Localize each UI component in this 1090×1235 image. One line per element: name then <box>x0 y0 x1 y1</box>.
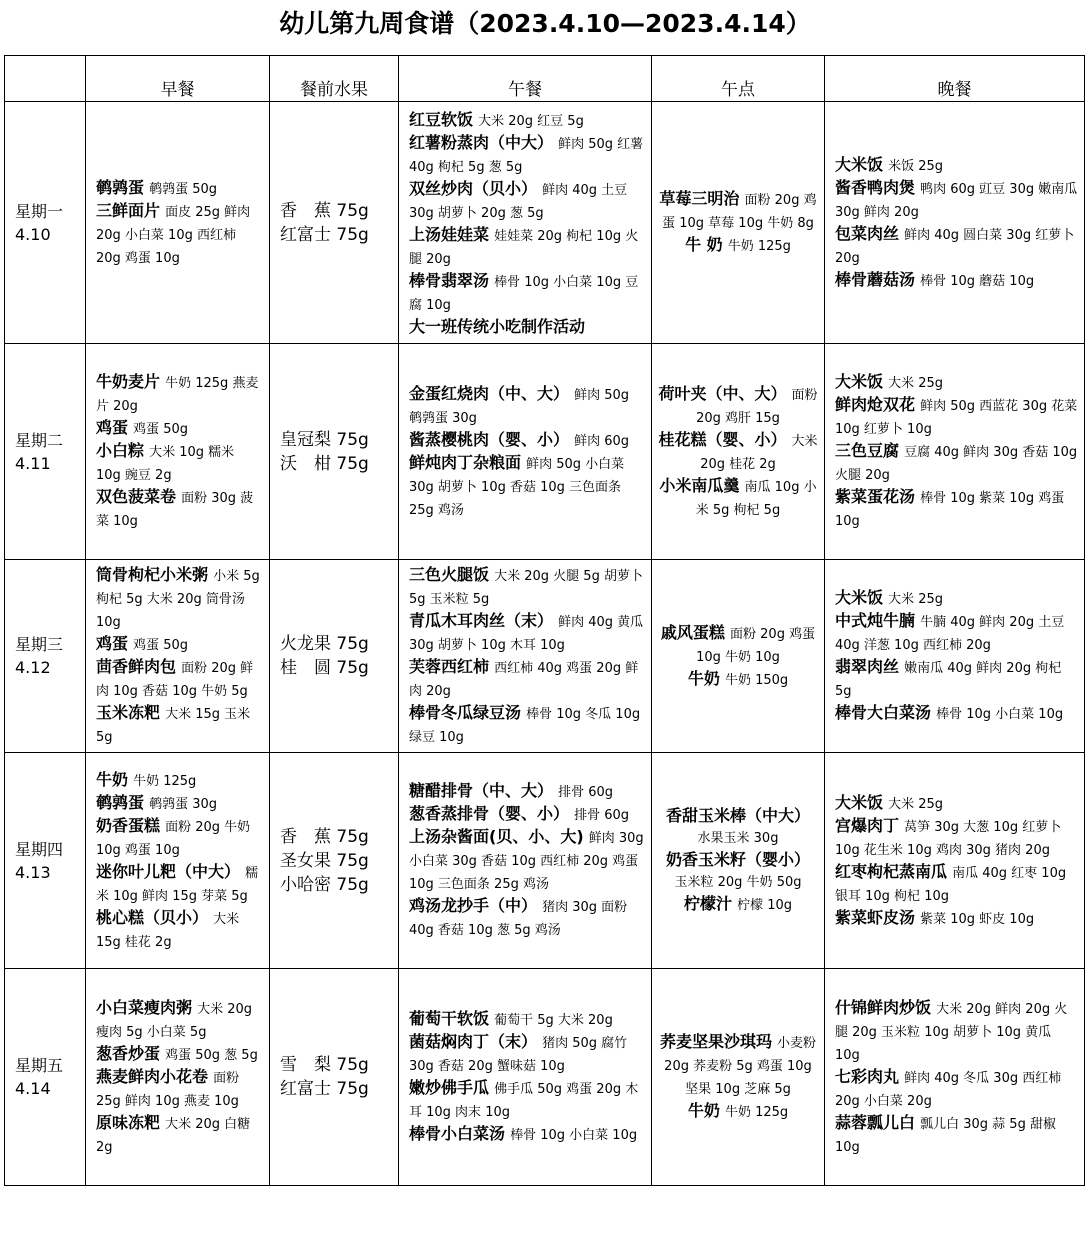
dish-item <box>658 475 818 521</box>
fruit-cell <box>270 102 399 344</box>
dish-name: 鲜炖肉丁杂粮面 <box>409 452 522 472</box>
dish-name: 葡萄干软饭 <box>409 1009 490 1028</box>
dish-item <box>409 826 645 895</box>
dish-ingredients: 大米 20g 红豆 5g <box>478 113 584 129</box>
dish-ingredients: 鸭肉 60g 豇豆 30g 嫩南瓜 30g 鲜肉 20g <box>835 181 1078 220</box>
dish-item <box>835 792 1078 815</box>
dish-name: 紫菜蛋花汤 <box>835 487 916 506</box>
dish-name: 牛奶 <box>687 1101 720 1120</box>
dish-name: 七彩肉丸 <box>835 1066 900 1086</box>
dish-name: 双丝炒肉（贝小） <box>409 178 538 198</box>
dish-name: 奶香蛋糕 <box>96 815 161 835</box>
dish-item <box>658 849 818 893</box>
dish-item <box>658 893 818 916</box>
dish-name: 大米饭 <box>835 588 884 607</box>
breakfast-cell <box>86 560 270 753</box>
dish-name: 戚风蛋糕 <box>660 622 725 642</box>
dish-name: 桂花糕（婴、小） <box>658 429 787 449</box>
header-fruit: 餐前水果 <box>270 56 399 102</box>
dish-name: 酱香鸭肉煲 <box>835 177 916 197</box>
lunch-cell <box>399 344 652 560</box>
fruit-item: 火龙果 75g <box>280 634 369 654</box>
dish-name: 小白粽 <box>96 441 145 460</box>
dish-ingredients: 水果玉米 30g <box>697 831 779 846</box>
dish-item <box>409 1077 645 1123</box>
dish-item <box>96 633 263 656</box>
dish-item <box>835 907 1078 930</box>
header-snack: 午点 <box>652 56 825 102</box>
dish-ingredients: 棒骨 10g 小白菜 10g <box>936 707 1064 722</box>
dish-name: 双色菠菜卷 <box>96 487 177 506</box>
dish-ingredients: 鲜肉 40g 土豆 30g 胡萝卜 20g 葱 5g <box>409 182 628 221</box>
dish-name: 葱香蒸排骨（婴、小） <box>409 804 570 823</box>
dish-name: 荞麦坚果沙琪玛 <box>659 1032 772 1051</box>
dish-name: 牛奶 <box>96 769 129 789</box>
dish-name: 茴香鲜肉包 <box>96 657 177 676</box>
dish-item <box>96 417 263 440</box>
dish-ingredients: 牛腩 40g 鲜肉 20g 土豆 40g 洋葱 10g 西红柿 20g <box>835 615 1065 653</box>
dinner-cell <box>825 969 1085 1186</box>
dish-ingredients: 面粉 20g 牛奶 10g 鸡蛋 10g <box>96 819 251 858</box>
dish-item <box>658 383 818 429</box>
dish-name: 三色火腿饭 <box>409 565 490 584</box>
fruit-item: 沃 柑 75g <box>280 453 369 474</box>
dish-item <box>835 610 1078 656</box>
dish-ingredients: 鸡蛋 50g <box>133 638 189 653</box>
dish-item <box>409 656 645 702</box>
day-row <box>5 102 1085 344</box>
dish-item <box>96 1112 263 1158</box>
dish-name: 紫菜虾皮汤 <box>835 907 916 927</box>
header-corner <box>5 56 86 102</box>
dish-ingredients: 南瓜 40g 红枣 10g 银耳 10g 枸杞 10g <box>835 865 1067 904</box>
snack-cell <box>652 102 825 344</box>
dish-ingredients: 棒骨 10g 小白菜 10g 豆腐 10g <box>409 274 639 313</box>
dish-item <box>96 1066 263 1112</box>
snack-cell <box>652 560 825 753</box>
dish-name: 鸡蛋 <box>96 418 129 437</box>
dish-item <box>835 656 1078 702</box>
dish-item <box>658 1031 818 1100</box>
dish-item <box>835 1066 1078 1112</box>
snack-cell <box>652 344 825 560</box>
dish-item <box>96 861 263 907</box>
dish-name: 鹌鹑蛋 <box>96 792 145 812</box>
day-date: 4.14 <box>15 1079 51 1098</box>
dish-name: 鲜肉炝双花 <box>835 395 916 414</box>
dish-ingredients: 牛奶 150g <box>724 672 789 688</box>
day-name: 星期一 <box>15 201 64 221</box>
dish-ingredients: 南瓜 10g 小米 5g 枸杞 5g <box>695 479 817 518</box>
dish-name: 棒骨冬瓜绿豆汤 <box>409 703 522 722</box>
dish-ingredients: 莴笋 30g 大葱 10g 红萝卜 10g 花生米 10g 鸡肉 30g 猪肉 20g <box>835 819 1062 858</box>
dish-item <box>835 177 1078 223</box>
dish-ingredients: 排骨 60g <box>574 808 630 823</box>
dish-name: 芙蓉西红柿 <box>409 657 490 676</box>
dish-ingredients: 大米 20g 鲜肉 20g 火腿 20g 玉米粒 10g 胡萝卜 10g 黄瓜 10g <box>835 1001 1068 1063</box>
fruit-cell <box>270 344 399 560</box>
fruit-item: 红富士 75g <box>280 224 369 245</box>
dish-ingredients: 猪肉 50g 腐竹 30g 香菇 20g 蟹味菇 10g <box>409 1036 628 1074</box>
dish-item <box>835 394 1078 440</box>
breakfast-cell <box>86 753 270 969</box>
dinner-cell <box>825 102 1085 344</box>
dish-item <box>96 200 263 269</box>
dish-item <box>658 622 818 668</box>
dish-item <box>96 371 263 417</box>
dish-item <box>409 383 645 429</box>
dish-ingredients: 鹌鹑蛋 50g <box>149 181 218 197</box>
dish-item <box>835 486 1078 532</box>
fruit-item: 红富士 75g <box>280 1079 369 1099</box>
dish-ingredients: 大米 25g <box>888 376 944 391</box>
breakfast-cell <box>86 969 270 1186</box>
dish-name: 大一班传统小吃制作活动 <box>409 316 586 336</box>
dish-name: 小白菜瘦肉粥 <box>96 997 193 1017</box>
day-cell <box>5 344 86 560</box>
dish-item <box>658 429 818 475</box>
dish-ingredients: 小米 5g 枸杞 5g 大米 20g 筒骨汤 10g <box>96 569 260 630</box>
dish-ingredients: 鲜肉 50g 鹌鹑蛋 30g <box>409 387 630 426</box>
dish-item <box>835 154 1078 177</box>
fruit-item: 雪 梨 75g <box>280 1055 369 1075</box>
dish-name: 香甜玉米棒（中大） <box>665 806 810 825</box>
dish-ingredients: 鲜肉 40g 黄瓜 30g 胡萝卜 10g 木耳 10g <box>409 615 644 653</box>
lunch-cell <box>399 560 652 753</box>
dish-name: 红枣枸杞蒸南瓜 <box>835 861 948 881</box>
dish-name: 嫩炒佛手瓜 <box>409 1078 490 1097</box>
dinner-cell <box>825 560 1085 753</box>
dish-item <box>96 792 263 815</box>
dish-name: 筒骨枸杞小米粥 <box>96 565 209 584</box>
dish-item <box>409 132 645 178</box>
snack-cell <box>652 969 825 1186</box>
dish-name: 蒜蓉瓢儿白 <box>835 1112 916 1132</box>
day-name: 星期五 <box>15 1056 64 1075</box>
dish-name: 什锦鲜肉炒饭 <box>835 997 932 1017</box>
dish-item <box>96 702 263 748</box>
dish-item <box>409 1008 645 1031</box>
fruit-item: 香 蕉 75g <box>280 826 369 847</box>
day-row <box>5 753 1085 969</box>
dish-ingredients: 糯米 10g 鲜肉 15g 芽菜 5g <box>96 865 259 904</box>
header-row <box>5 56 1085 102</box>
dish-item <box>835 587 1078 610</box>
dish-name: 鸡汤龙抄手（中） <box>409 896 538 915</box>
dish-name: 上汤杂酱面(贝、小、大) <box>409 827 584 846</box>
dish-item <box>835 269 1078 292</box>
dish-ingredients: 排骨 60g <box>558 785 614 800</box>
dish-ingredients: 面粉 20g 鸡蛋 10g 草莓 10g 牛奶 8g <box>662 193 817 231</box>
dish-name: 牛奶麦片 <box>96 372 161 391</box>
dish-item <box>658 188 818 234</box>
dish-name: 三色豆腐 <box>835 441 900 460</box>
dish-name: 荷叶夹（中、大） <box>658 383 787 403</box>
dish-item <box>409 316 645 337</box>
fruit-cell <box>270 969 399 1186</box>
day-name: 星期四 <box>15 839 64 859</box>
dish-item <box>96 440 263 486</box>
dish-ingredients: 大米 20g 桂花 2g <box>700 433 818 472</box>
header-breakfast: 早餐 <box>86 56 270 102</box>
day-date: 4.10 <box>15 224 51 244</box>
dish-item <box>96 815 263 861</box>
dish-ingredients: 猪肉 30g 面粉 40g 香菇 10g 葱 5g 鸡汤 <box>409 900 628 938</box>
dinner-cell <box>825 344 1085 560</box>
fruit-item: 圣女果 75g <box>280 850 369 871</box>
dish-name: 葱香炒蛋 <box>96 1043 161 1063</box>
dish-name: 上汤娃娃菜 <box>409 224 490 244</box>
dish-name: 草莓三明治 <box>659 189 740 208</box>
dish-name: 红豆软饭 <box>409 109 474 129</box>
fruit-item: 桂 圆 75g <box>280 658 369 678</box>
dish-item <box>409 564 645 610</box>
dish-item <box>835 223 1078 269</box>
dish-name: 玉米冻粑 <box>96 703 161 722</box>
dinner-cell <box>825 753 1085 969</box>
dish-ingredients: 鸡蛋 50g <box>133 422 189 437</box>
dish-name: 鹌鹑蛋 <box>96 177 145 197</box>
dish-name: 鸡蛋 <box>96 634 129 653</box>
dish-name: 酱蒸樱桃肉（婴、小） <box>409 429 570 449</box>
dish-ingredients: 大米 10g 糯米 10g 豌豆 2g <box>96 445 235 483</box>
fruit-item: 皇冠梨 75g <box>280 429 369 450</box>
dish-item <box>409 270 645 316</box>
lunch-cell <box>399 102 652 344</box>
day-date: 4.13 <box>15 862 51 882</box>
dish-ingredients: 牛奶 125g <box>133 773 197 789</box>
dish-item <box>96 486 263 532</box>
dish-ingredients: 牛奶 125g <box>727 239 791 254</box>
fruit-cell <box>270 753 399 969</box>
dish-item <box>96 1043 263 1066</box>
day-cell <box>5 753 86 969</box>
dish-item <box>658 805 818 849</box>
dish-item <box>835 815 1078 861</box>
lunch-cell <box>399 969 652 1186</box>
day-name: 星期三 <box>15 635 64 654</box>
day-cell <box>5 102 86 344</box>
dish-ingredients: 鹌鹑蛋 30g <box>149 796 218 812</box>
dish-item <box>409 702 645 748</box>
fruit-cell <box>270 560 399 753</box>
dish-ingredients: 西红柿 40g 鸡蛋 20g 鲜肉 20g <box>409 661 639 699</box>
dish-ingredients: 鲜肉 40g 圆白菜 30g 红萝卜 20g <box>835 227 1075 266</box>
dish-ingredients: 嫩南瓜 40g 鲜肉 20g 枸杞 5g <box>835 661 1062 699</box>
dish-ingredients: 小麦粉 20g 荞麦粉 5g 鸡蛋 10g 坚果 10g 芝麻 5g <box>664 1036 817 1097</box>
dish-name: 红薯粉蒸肉（中大） <box>409 132 554 152</box>
dish-ingredients: 大米 20g 白糖 2g <box>96 1116 251 1155</box>
header-lunch: 午餐 <box>399 56 652 102</box>
dish-name: 迷你叶儿粑（中大） <box>96 861 241 881</box>
dish-ingredients: 玉米粒 20g 牛奶 50g <box>674 875 802 890</box>
dish-item <box>409 780 645 803</box>
breakfast-cell <box>86 344 270 560</box>
dish-name: 青瓜木耳肉丝（末） <box>409 611 554 630</box>
dish-ingredients: 面粉 20g 鸡蛋 10g 牛奶 10g <box>696 626 816 665</box>
dish-ingredients: 牛奶 125g 燕麦片 20g <box>96 376 259 414</box>
dish-item <box>658 234 818 257</box>
dish-ingredients: 瓢儿白 30g 蒜 5g 甜椒 10g <box>835 1116 1056 1155</box>
dish-item <box>835 440 1078 486</box>
dish-name: 牛奶 <box>687 668 720 688</box>
dish-ingredients: 鲜肉 50g 西蓝花 30g 花菜 10g 红萝卜 10g <box>835 399 1078 437</box>
header-dinner: 晚餐 <box>825 56 1085 102</box>
lunch-cell <box>399 753 652 969</box>
dish-ingredients: 米饭 25g <box>888 158 944 174</box>
dish-ingredients: 鲜肉 50g 小白菜 30g 胡萝卜 10g 香菇 10g 三色面条 25g 鸡汤 <box>409 456 625 518</box>
dish-item <box>409 109 645 132</box>
dish-ingredients: 大米 25g <box>888 592 944 607</box>
dish-item <box>658 668 818 691</box>
dish-item <box>409 1031 645 1077</box>
dish-item <box>96 564 263 633</box>
dish-ingredients: 棒骨 10g 冬瓜 10g 绿豆 10g <box>409 707 641 745</box>
dish-name: 棒骨翡翠汤 <box>409 270 490 290</box>
day-cell <box>5 560 86 753</box>
day-name: 星期二 <box>15 430 64 450</box>
dish-ingredients: 棒骨 10g 蘑菇 10g <box>920 273 1035 289</box>
dish-ingredients: 面粉 30g 菠菜 10g <box>96 491 254 529</box>
dish-item <box>409 178 645 224</box>
dish-name: 棒骨蘑菇汤 <box>835 269 916 289</box>
dish-item <box>409 895 645 941</box>
dish-item <box>835 371 1078 394</box>
dish-name: 大米饭 <box>835 792 884 812</box>
breakfast-cell <box>86 102 270 344</box>
dish-ingredients: 大米 15g 桂花 2g <box>96 911 240 950</box>
dish-name: 牛 奶 <box>685 235 723 254</box>
dish-item <box>835 1112 1078 1158</box>
dish-ingredients: 棒骨 10g 小白菜 10g <box>510 1128 638 1143</box>
day-row <box>5 344 1085 560</box>
page-title: 幼儿第九周食谱（2023.4.10—2023.4.14） <box>279 9 811 38</box>
fruit-item: 香 蕉 75g <box>280 200 369 221</box>
dish-ingredients: 大米 20g 瘦肉 5g 小白菜 5g <box>96 1001 253 1040</box>
dish-item <box>96 997 263 1043</box>
dish-ingredients: 大米 25g <box>888 796 944 812</box>
dish-item <box>96 907 263 953</box>
dish-ingredients: 鲜肉 60g <box>574 433 630 449</box>
dish-ingredients: 葡萄干 5g 大米 20g <box>494 1013 613 1028</box>
dish-ingredients: 鲜肉 50g 红薯 40g 枸杞 5g 葱 5g <box>409 136 644 175</box>
dish-item <box>658 1100 818 1123</box>
dish-item <box>835 861 1078 907</box>
dish-ingredients: 紫菜 10g 虾皮 10g <box>920 911 1035 927</box>
dish-ingredients: 鲜肉 30g 小白菜 30g 香菇 10g 西红柿 20g 鸡蛋 10g 三色面条 25g 鸡汤 <box>409 831 644 892</box>
fruit-item: 小哈密 75g <box>280 874 369 895</box>
snack-cell <box>652 753 825 969</box>
dish-name: 棒骨大白菜汤 <box>835 703 932 722</box>
menu-table <box>4 55 1085 1186</box>
dish-ingredients: 鲜肉 40g 冬瓜 30g 西红柿 20g 小白菜 20g <box>835 1070 1062 1109</box>
dish-ingredients: 面粉 20g 鸡肝 15g <box>696 387 818 426</box>
dish-ingredients: 牛奶 125g <box>724 1105 789 1120</box>
dish-ingredients: 大米 15g 玉米 5g <box>96 707 251 745</box>
dish-name: 翡翠肉丝 <box>835 657 900 676</box>
dish-name: 中式炖牛腩 <box>835 611 916 630</box>
dish-name: 大米饭 <box>835 154 884 174</box>
dish-name: 奶香玉米籽（婴小） <box>665 850 810 869</box>
dish-item <box>409 224 645 270</box>
dish-name: 三鲜面片 <box>96 200 161 220</box>
dish-name: 燕麦鲜肉小花卷 <box>96 1066 209 1086</box>
dish-name: 原味冻粑 <box>96 1112 161 1132</box>
dish-item <box>409 1123 645 1146</box>
dish-item <box>409 610 645 656</box>
dish-name: 菌菇焖肉丁（末） <box>409 1032 538 1051</box>
dish-item <box>409 452 645 521</box>
dish-name: 桃心糕（贝小） <box>96 907 209 927</box>
dish-name: 金蛋红烧肉（中、大） <box>409 383 570 403</box>
dish-item <box>835 702 1078 725</box>
dish-ingredients: 柠檬 10g <box>737 898 793 913</box>
day-row <box>5 560 1085 753</box>
dish-ingredients: 豆腐 40g 鲜肉 30g 香菇 10g 火腿 20g <box>835 445 1078 483</box>
dish-name: 糖醋排骨（中、大） <box>409 781 554 800</box>
dish-item <box>835 997 1078 1066</box>
dish-item <box>409 429 645 452</box>
dish-ingredients: 娃娃菜 20g 枸杞 10g 火腿 20g <box>409 228 639 267</box>
dish-item <box>96 177 263 200</box>
day-date: 4.12 <box>15 658 51 677</box>
day-date: 4.11 <box>15 453 51 473</box>
dish-name: 棒骨小白菜汤 <box>409 1124 506 1143</box>
dish-ingredients: 面粉 20g 鲜肉 10g 香菇 10g 牛奶 5g <box>96 661 254 699</box>
dish-ingredients: 面皮 25g 鲜肉 20g 小白菜 10g 西红柿 20g 鸡蛋 10g <box>96 204 251 266</box>
dish-ingredients: 鸡蛋 50g 葱 5g <box>165 1047 258 1063</box>
day-cell <box>5 969 86 1186</box>
dish-ingredients: 棒骨 10g 紫菜 10g 鸡蛋 10g <box>835 491 1065 529</box>
dish-item <box>409 803 645 826</box>
dish-item <box>96 656 263 702</box>
dish-ingredients: 佛手瓜 50g 鸡蛋 20g 木耳 10g 肉末 10g <box>409 1082 639 1120</box>
dish-name: 大米饭 <box>835 372 884 391</box>
dish-name: 柠檬汁 <box>683 894 732 913</box>
dish-item <box>96 769 263 792</box>
dish-name: 小米南瓜羹 <box>659 475 740 495</box>
dish-ingredients: 面粉 25g 鲜肉 10g 燕麦 10g <box>96 1070 240 1109</box>
dish-name: 宫爆肉丁 <box>835 815 900 835</box>
dish-ingredients: 大米 20g 火腿 5g 胡萝卜 5g 玉米粒 5g <box>409 569 643 607</box>
dish-name: 包菜肉丝 <box>835 223 900 243</box>
day-row <box>5 969 1085 1186</box>
